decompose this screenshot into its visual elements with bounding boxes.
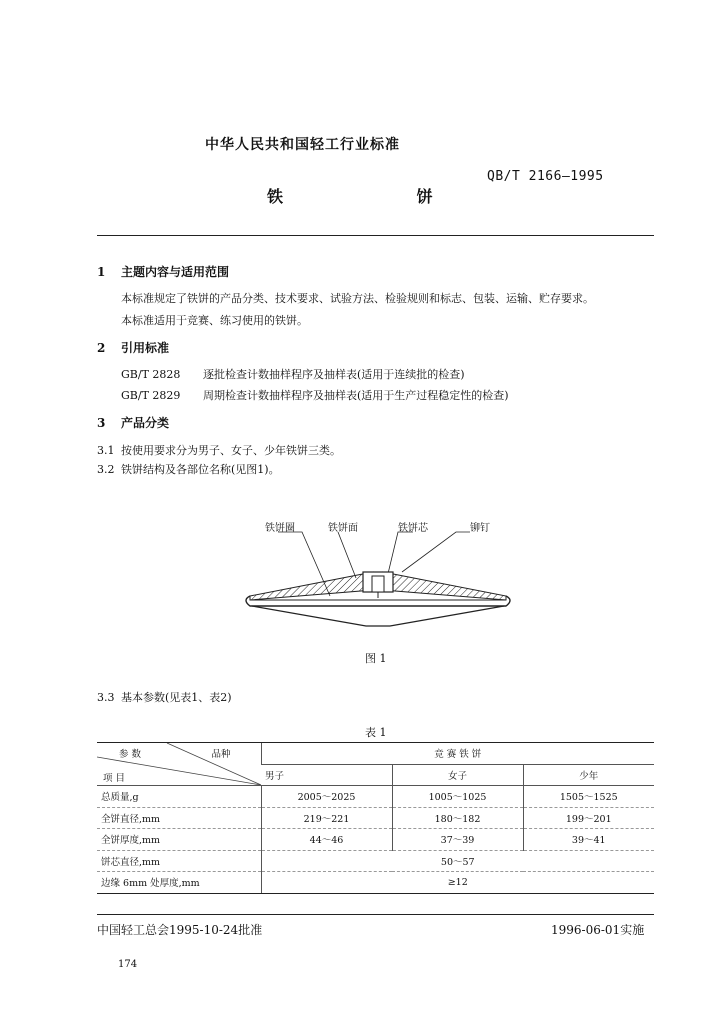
table-row (97, 786, 654, 808)
section-3-1: 3.1 按使用要求分为男子、女子、少年铁饼三类。 (97, 444, 341, 457)
corner-kind-label: 品种 (211, 749, 231, 760)
table-caption: 表 1 (365, 726, 387, 739)
table-row (97, 807, 654, 829)
table-cell: 44～46 (261, 829, 392, 851)
upper-plate-left (250, 572, 373, 600)
approval-statement: 中国轻工总会1995-10-24批准 (97, 923, 263, 937)
section-1-paragraph-1: 本标准规定了铁饼的产品分类、技术要求、试验方法、检验规则和标志、包装、运输、贮存要求。 (121, 292, 594, 305)
reference-item: GB/T 2829 周期检查计数抽样程序及抽样表(适用于生产过程稳定性的检查) (121, 389, 509, 402)
table-cell: 180～182 (392, 807, 523, 829)
issuing-organization: 中华人民共和国轻工行业标准 (205, 137, 400, 153)
col-header-women: 女子 (392, 764, 523, 786)
row-label: 边缘 6mm 处厚度,mm (97, 872, 261, 894)
table-row (97, 872, 654, 894)
lower-plate (252, 606, 504, 626)
table-cell: 2005～2025 (261, 786, 392, 808)
standard-code: QB/T 2166—1995 (487, 169, 604, 184)
corner-param-label: 参 数 (119, 749, 142, 760)
table-cell: 199～201 (523, 807, 654, 829)
figure-label-core: 铁饼芯 (398, 523, 428, 534)
table-cell: 1005～1025 (392, 786, 523, 808)
discus-cross-section-diagram (238, 528, 518, 640)
section-3-3: 3.3 基本参数(见表1、表2) (97, 691, 232, 704)
table-cell: 50～57 (261, 850, 654, 872)
table-row (97, 829, 654, 851)
figure-label-face: 铁饼面 (328, 523, 358, 534)
table-cell: 1505～1525 (523, 786, 654, 808)
figure-label-rivet: 铆钉 (470, 523, 490, 534)
implementation-date: 1996-06-01实施 (551, 923, 645, 937)
figure-label-rim: 铁饼圈 (265, 523, 295, 534)
group-header: 竞 赛 铁 饼 (261, 743, 654, 765)
upper-plate-right (383, 572, 506, 600)
table-cell: 219～221 (261, 807, 392, 829)
col-header-youth: 少年 (523, 764, 654, 786)
section-2-heading: 2 引用标准 (97, 341, 170, 355)
row-label: 总质量,g (97, 786, 261, 808)
document-title: 铁 饼 (267, 187, 473, 206)
section-3-2: 3.2 铁饼结构及各部位名称(见图1)。 (97, 463, 280, 476)
section-1-heading: 1 主题内容与适用范围 (97, 265, 230, 279)
footer-rule (97, 914, 654, 915)
reference-item: GB/T 2828 逐批检查计数抽样程序及抽样表(适用于连续批的检查) (121, 368, 465, 381)
section-3-heading: 3 产品分类 (97, 416, 170, 430)
section-1-paragraph-2: 本标准适用于竞赛、练习使用的铁饼。 (121, 314, 308, 327)
header-rule (97, 235, 654, 236)
corner-item-label: 项 目 (103, 773, 126, 784)
parameter-table (97, 742, 654, 894)
table-corner-cell (97, 743, 261, 786)
page-number: 174 (118, 959, 138, 970)
table-header-row (97, 743, 654, 765)
table-cell: 37～39 (392, 829, 523, 851)
row-label: 全饼直径,mm (97, 807, 261, 829)
table-cell: 39～41 (523, 829, 654, 851)
table-cell: ≥12 (261, 872, 654, 894)
row-label: 饼芯直径,mm (97, 850, 261, 872)
table-row (97, 850, 654, 872)
row-label: 全饼厚度,mm (97, 829, 261, 851)
figure-caption: 图 1 (365, 652, 387, 665)
leader-line (402, 532, 470, 572)
leader-line (338, 532, 356, 578)
rivet (372, 576, 384, 592)
col-header-men: 男子 (261, 764, 392, 786)
